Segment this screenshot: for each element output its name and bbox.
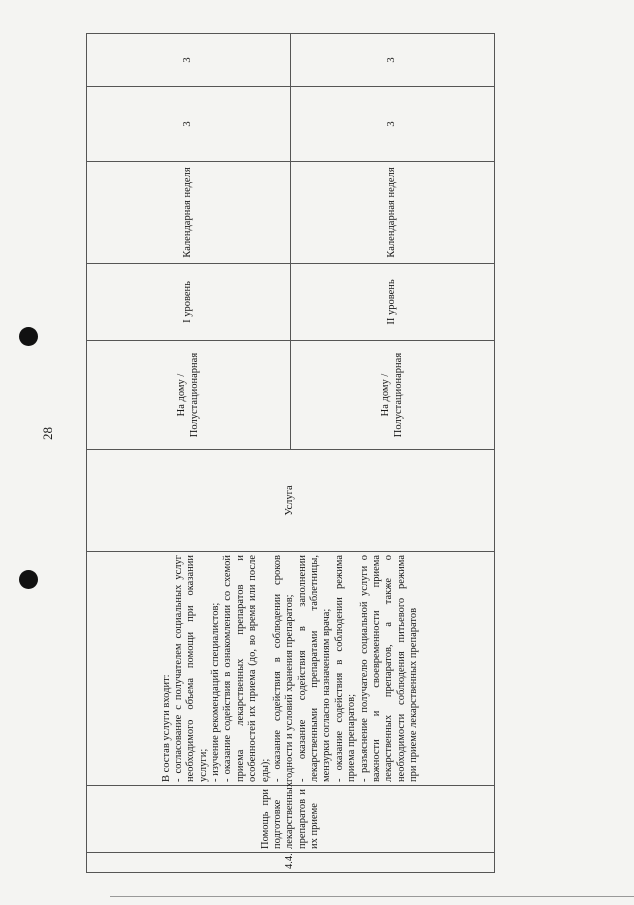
rotated-table-wrapper [86,34,495,873]
form-cell: На дому / Полустационарная [291,341,495,450]
desc-line: В состав услуги входит: [160,674,172,782]
desc-line: - согласование с получателем социальных услуг необходимого объема помощи при оказании услуги; [172,555,209,782]
punch-hole-top [19,327,38,346]
level-cell: I уровень [87,264,291,341]
service-type: Услуга [87,450,495,552]
row-number: 4.4. [87,853,495,873]
table-row [87,34,291,873]
value-cell: 3 [87,34,291,87]
scan-edge-line [110,896,634,897]
services-table [86,33,495,873]
desc-line: - оказание содействия в соблюдении режима приема препаратов; [333,555,358,782]
count-cell: 3 [291,87,495,162]
punch-hole-bottom [19,570,38,589]
service-name: Помощь при подготовке лекарственных препаратов и их приеме [87,786,495,853]
desc-line: - оказание содействия в ознакомлении со схемой приема лекарственных препаратов и особенностей их приема (до, во время или после еды); [222,555,271,782]
service-description [87,552,495,786]
page-number: 28 [40,427,55,440]
period-cell: Календарная неделя [87,162,291,264]
desc-line: - оказание содействия в заполнении лекарственными препаратами таблетницы, мензурки согласно назначениям врача; [296,555,333,782]
level-cell: II уровень [291,264,495,341]
value-cell: 3 [291,34,495,87]
desc-line: - разъяснение получателю социальной услуги о важности и своевременности приема лекарственных препаратов, а также о необходимости соблюдения питьевого режима при приеме лекарственных препаратов [358,555,420,782]
form-cell: На дому / Полустационарная [87,341,291,450]
desc-line: - оказание содействия в соблюдении сроков годности и условий хранения препаратов; [271,555,296,782]
desc-line: - изучение рекомендаций специалистов; [210,602,222,782]
count-cell: 3 [87,87,291,162]
period-cell: Календарная неделя [291,162,495,264]
